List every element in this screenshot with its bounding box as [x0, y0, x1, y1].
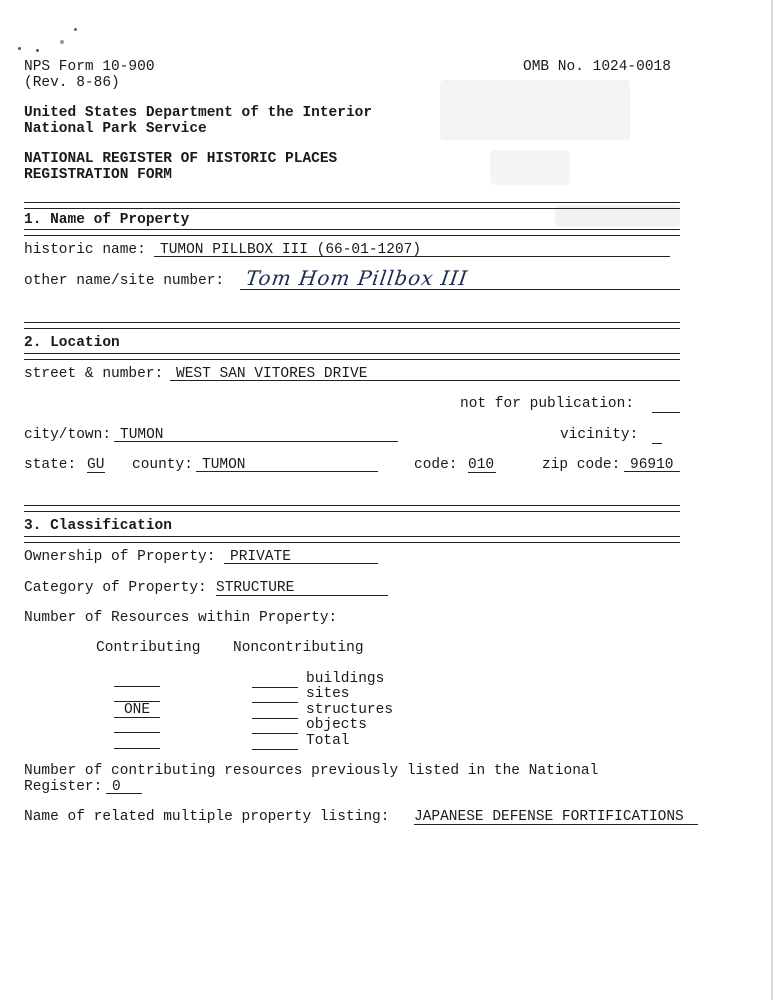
section-1-heading: 1. Name of Property [24, 212, 190, 228]
zip-code-label: zip code: [542, 457, 621, 473]
handwritten-other-name: Tom Hom Pillbox III [244, 266, 470, 290]
city-field[interactable]: TUMON [114, 427, 398, 442]
contributing-column-header: Contributing [96, 640, 201, 656]
section-rule [24, 229, 680, 236]
resource-row-label: objects [306, 717, 367, 733]
other-name-label: other name/site number: [24, 273, 225, 289]
resource-row-label: structures [306, 702, 394, 718]
multiple-property-label: Name of related multiple property listing: [24, 809, 390, 825]
section-rule [24, 353, 680, 360]
omb-number: OMB No. 1024-0018 [523, 59, 671, 75]
section-rule [24, 202, 680, 209]
scan-speck [74, 28, 77, 31]
historic-name-label: historic name: [24, 242, 146, 258]
ownership-label: Ownership of Property: [24, 549, 216, 565]
contributing-field[interactable] [114, 733, 160, 749]
resource-row-label: Total [306, 733, 350, 749]
form-number: NPS Form 10-900 [24, 59, 155, 75]
noncontributing-field[interactable] [252, 686, 298, 688]
register-label: Register: [24, 779, 103, 795]
vicinity-label: vicinity: [560, 427, 639, 443]
noncontributing-field[interactable] [252, 717, 298, 719]
contributing-field[interactable] [114, 717, 160, 733]
ownership-field[interactable]: PRIVATE [224, 549, 378, 564]
scan-speck [60, 40, 64, 44]
section-rule [24, 505, 680, 512]
contributing-field[interactable] [114, 671, 160, 687]
historic-name-field[interactable]: TUMON PILLBOX III (66-01-1207) [154, 242, 670, 257]
register-title-line-1: NATIONAL REGISTER OF HISTORIC PLACES [24, 151, 338, 167]
scan-speck [18, 47, 21, 50]
section-rule [24, 322, 680, 329]
code-label: code: [414, 457, 458, 473]
noncontributing-column-header: Noncontributing [233, 640, 364, 656]
not-for-publication-label: not for publication: [460, 396, 635, 412]
noncontributing-field[interactable] [252, 748, 298, 750]
county-field[interactable]: TUMON [196, 457, 378, 472]
resource-row-label: sites [306, 686, 350, 702]
scan-speck [36, 49, 39, 52]
category-label: Category of Property: [24, 580, 207, 596]
section-rule [24, 536, 680, 543]
vicinity-field[interactable] [652, 442, 662, 444]
zip-code-field[interactable]: 96910 [624, 457, 680, 472]
section-2-heading: 2. Location [24, 335, 120, 351]
register-title-line-2: REGISTRATION FORM [24, 167, 172, 183]
resource-row-label: buildings [306, 671, 385, 687]
state-label: state: [24, 457, 77, 473]
resources-label: Number of Resources within Property: [24, 610, 338, 626]
multiple-property-field[interactable]: JAPANESE DEFENSE FORTIFICATIONS [414, 809, 698, 825]
street-label: street & number: [24, 366, 164, 382]
previously-listed-field[interactable]: 0 [106, 779, 142, 794]
code-field[interactable]: 010 [468, 457, 495, 473]
noncontributing-field[interactable] [252, 701, 298, 703]
department-line-2: National Park Service [24, 121, 207, 137]
faded-stamp [440, 80, 630, 140]
category-field[interactable]: STRUCTURE [216, 580, 388, 596]
contributing-field[interactable] [114, 686, 160, 702]
county-label: county: [132, 457, 193, 473]
contributing-field[interactable]: ONE [114, 702, 160, 718]
noncontributing-field[interactable] [252, 732, 298, 734]
state-field[interactable]: GU [87, 457, 105, 473]
not-for-publication-field[interactable] [652, 411, 680, 413]
form-revision: (Rev. 8-86) [24, 75, 120, 91]
department-line-1: United States Department of the Interior [24, 105, 373, 121]
section-3-heading: 3. Classification [24, 518, 172, 534]
city-label: city/town: [24, 427, 112, 443]
previously-listed-label: Number of contributing resources previously listed in the National [24, 763, 599, 779]
faded-stamp [490, 150, 570, 185]
street-field[interactable]: WEST SAN VITORES DRIVE [170, 366, 680, 381]
